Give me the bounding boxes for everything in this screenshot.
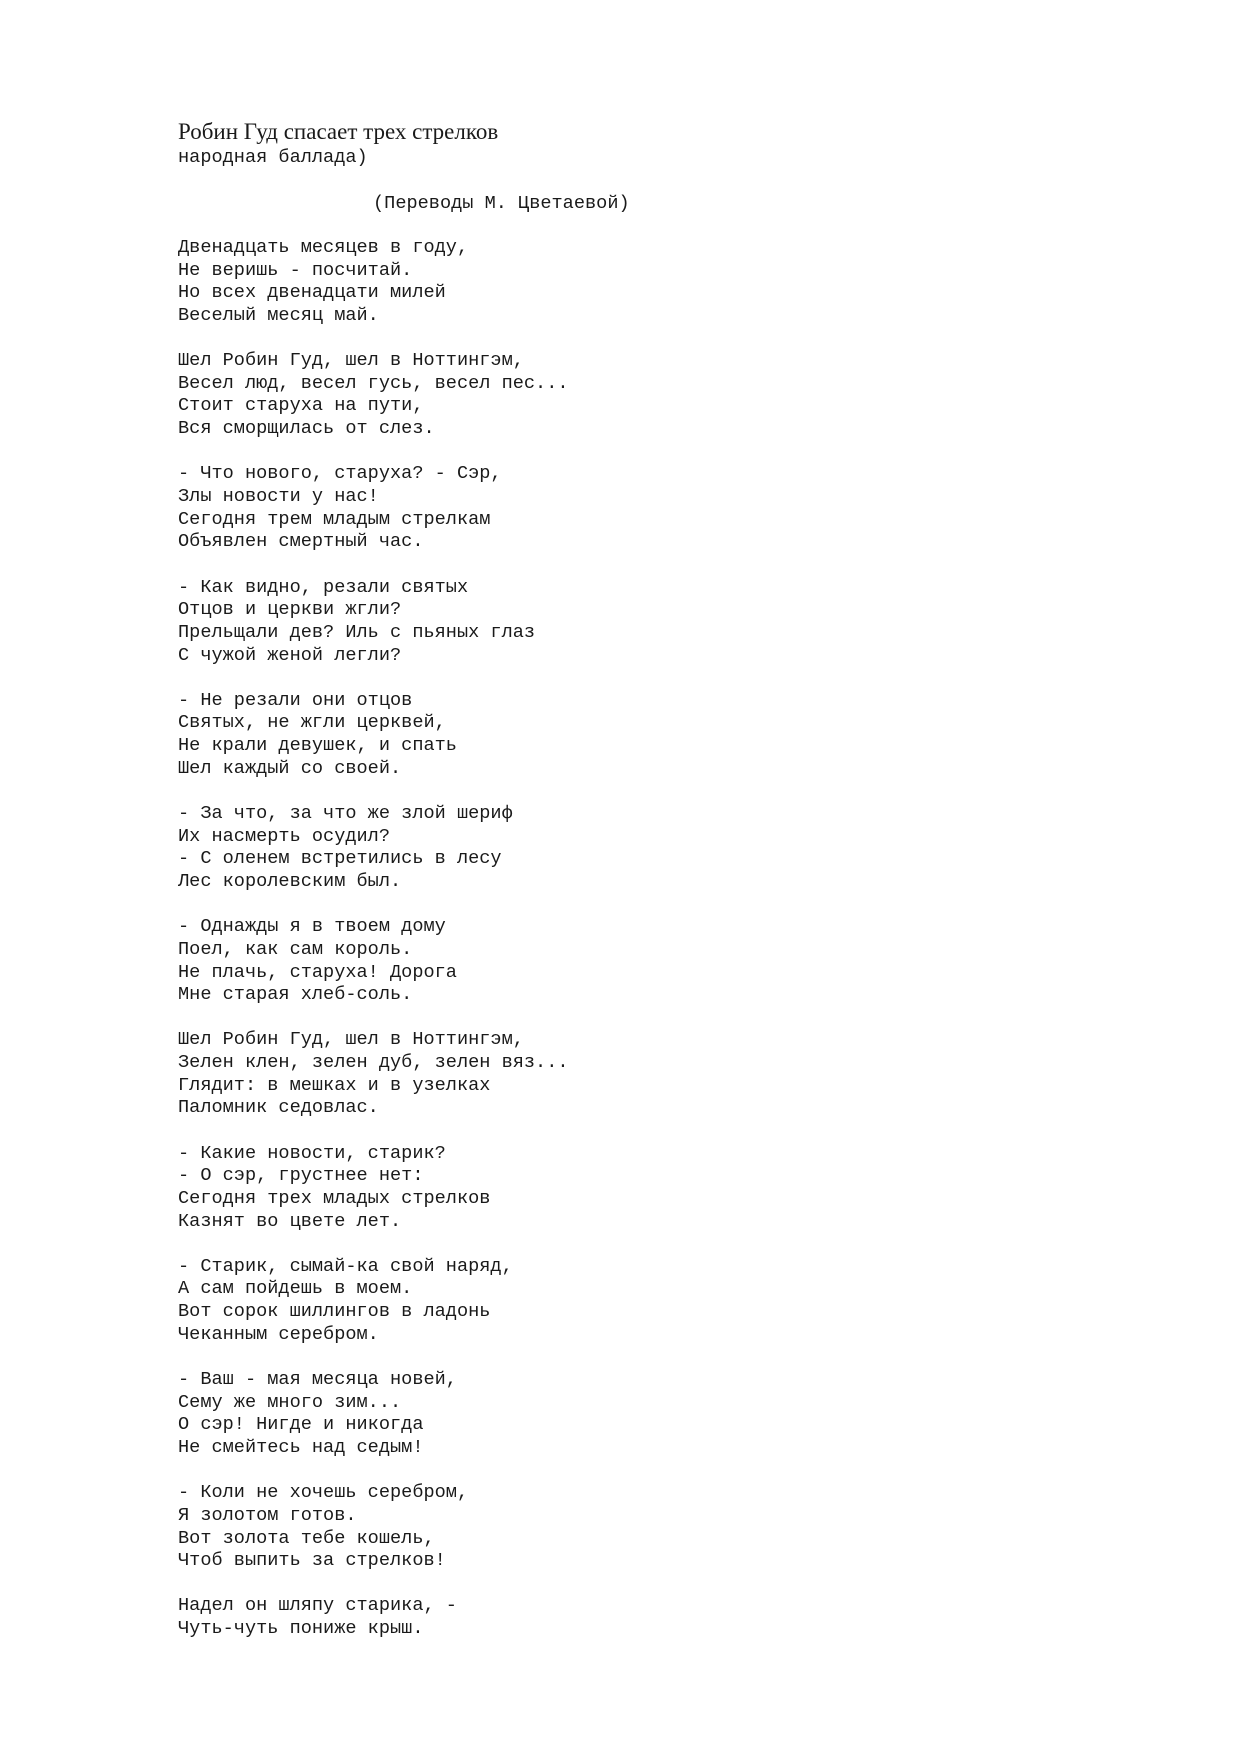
poem-line: Вот сорок шиллингов в ладонь (178, 1301, 491, 1323)
stanza (178, 803, 569, 894)
poem-line: Отцов и церкви жгли? (178, 599, 402, 621)
stanza (178, 1256, 569, 1347)
poem-line: А сам пойдешь в моем. (178, 1278, 413, 1300)
poem-line: Но всех двенадцати милей (178, 282, 446, 304)
stanza (178, 1029, 569, 1120)
poem-line: Поел, как сам король. (178, 938, 413, 960)
translator-credit: (Переводы М. Цветаевой) (373, 193, 630, 214)
poem-line: - За что, за что же злой шериф (178, 803, 513, 825)
poem-line: - Какие новости, старик? (178, 1142, 446, 1164)
stanza (178, 350, 569, 441)
poem-line: Двенадцать месяцев в году, (178, 237, 469, 258)
poem-line: Вот золота тебе кошель, (178, 1527, 435, 1549)
poem-line: Казнят во цвете лет. (178, 1210, 402, 1232)
poem-line: - Коли не хочешь серебром, (178, 1482, 469, 1504)
poem-line: Весел люд, весел гусь, весел пес... (178, 372, 569, 394)
document-subtitle: народная баллада) (178, 147, 368, 168)
poem-line: Злы новости у нас! (178, 486, 379, 508)
stanza (178, 577, 569, 668)
stanza (178, 1369, 569, 1460)
poem-line: Шел Робин Гуд, шел в Ноттингэм, (178, 350, 524, 372)
stanza (178, 237, 569, 328)
poem-line: - Не резали они отцов (178, 689, 413, 711)
poem-line: Сегодня трем младым стрелкам (178, 508, 491, 530)
poem-line: - С оленем встретились в лесу (178, 848, 502, 870)
stanza (178, 1595, 569, 1640)
poem-line: - Как видно, резали святых (178, 576, 469, 598)
stanza (178, 463, 569, 554)
poem-line: - О сэр, грустнее нет: (178, 1165, 424, 1187)
poem-line: Их насмерть осудил? (178, 825, 391, 847)
document-title: Робин Гуд спасает трех стрелков (178, 119, 499, 144)
poem-body (178, 237, 569, 1663)
poem-line: Я золотом готов. (178, 1504, 357, 1526)
poem-line: Сегодня трех младых стрелков (178, 1187, 491, 1209)
poem-line: Шел каждый со своей. (178, 757, 402, 779)
poem-line: - Однажды я в твоем дому (178, 916, 446, 938)
poem-line: Глядит: в мешках и в узелках (178, 1074, 491, 1096)
poem-line: Чеканным серебром. (178, 1323, 379, 1345)
poem-line: Шел Робин Гуд, шел в Ноттингэм, (178, 1029, 524, 1051)
poem-line: Не плачь, старуха! Дорога (178, 961, 457, 983)
poem-line: Святых, не жгли церквей, (178, 712, 446, 734)
poem-line: Стоит старуха на пути, (178, 395, 424, 417)
poem-line: О сэр! Нигде и никогда (178, 1414, 424, 1436)
poem-line: Зелен клен, зелен дуб, зелен вяз... (178, 1052, 569, 1074)
poem-line: Не крали девушек, и спать (178, 735, 457, 757)
poem-line: Не веришь - посчитай. (178, 259, 413, 281)
poem-line: Чтоб выпить за стрелков! (178, 1550, 446, 1572)
poem-line: Веселый месяц май. (178, 304, 379, 326)
poem-line: Сему же много зим... (178, 1391, 402, 1413)
poem-line: Объявлен смертный час. (178, 531, 424, 553)
stanza (178, 916, 569, 1007)
poem-line: Надел он шляпу старика, - (178, 1595, 457, 1617)
poem-line: Чуть-чуть пониже крыш. (178, 1618, 424, 1640)
poem-line: Прельщали дев? Иль с пьяных глаз (178, 621, 536, 643)
poem-line: С чужой женой легли? (178, 644, 402, 666)
poem-line: Лес королевским был. (178, 870, 402, 892)
stanza (178, 1482, 569, 1573)
poem-line: Мне старая хлеб-соль. (178, 984, 413, 1006)
poem-line: - Ваш - мая месяца новей, (178, 1369, 457, 1391)
stanza (178, 690, 569, 781)
poem-line: Вся сморщилась от слез. (178, 418, 435, 440)
poem-line: Паломник седовлас. (178, 1097, 379, 1119)
poem-line: - Старик, сымай-ка свой наряд, (178, 1255, 513, 1277)
poem-line: - Что нового, старуха? - Сэр, (178, 463, 502, 485)
poem-line: Не смейтесь над седым! (178, 1436, 424, 1458)
stanza (178, 1143, 569, 1234)
